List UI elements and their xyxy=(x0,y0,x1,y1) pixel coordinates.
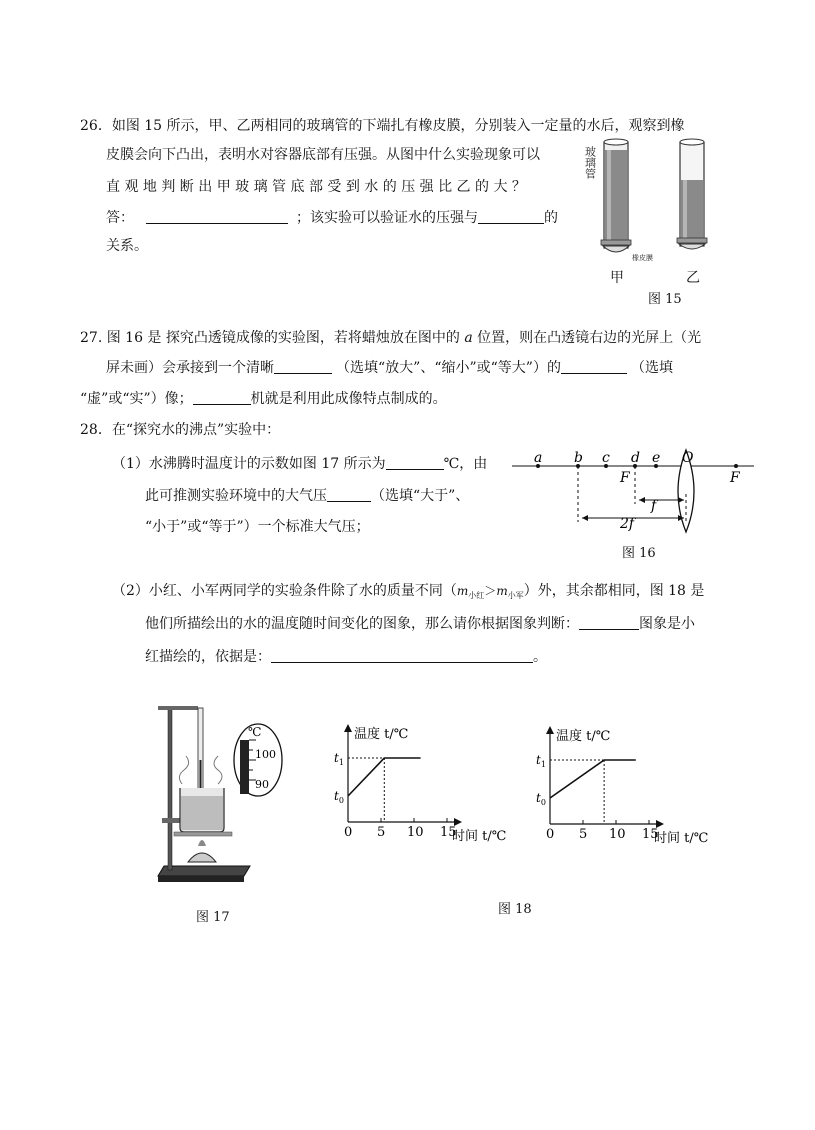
f-label: f xyxy=(651,498,657,514)
q27-text-c: 屏未画）会承接到一个清晰 xyxy=(106,360,274,376)
answer-blank-pressure[interactable] xyxy=(327,487,371,502)
axis-label-O: O xyxy=(682,450,694,466)
q26-line1: 26．如图 15 所示，甲、乙两相同的玻璃管的下端扎有橡皮膜，分别装入一定量的水后，观察到橡 xyxy=(80,118,685,134)
axis-label-e: e xyxy=(652,450,661,466)
q27-text-f: “虚”或“实”）像； xyxy=(80,391,193,407)
scale-90: 90 xyxy=(255,778,269,791)
mass-symbol-2: m xyxy=(496,584,508,598)
q28-text-g: 他们所描绘出的水的温度随时间变化的图象，那么请你根据图象判断： xyxy=(145,616,579,632)
y-axis-arrow xyxy=(344,724,352,732)
q28-text-a: （1）水沸腾时温度计的示数如图 17 所示为 xyxy=(112,456,386,472)
axis-label-b: b xyxy=(574,450,583,466)
q27-line3 xyxy=(80,389,447,409)
q26-text-end: 的 xyxy=(544,210,558,226)
answer-blank-phenomenon[interactable] xyxy=(146,209,288,224)
mass-subscript-1: 小红 xyxy=(468,591,485,600)
tube-label: 玻璃管 xyxy=(583,146,597,179)
axis-label-c: c xyxy=(602,450,610,466)
temperature-series-line xyxy=(550,760,636,798)
x-tick-label: 5 xyxy=(579,827,588,842)
q26-text-mid: ；该实验可以验证水的压强与 xyxy=(296,210,478,226)
q28-text-e: （2）小红、小军两同学的实验条件除了水的质量不同（ xyxy=(112,583,457,599)
tube-jia-label: 甲 xyxy=(610,270,624,286)
greater-than: ＞ xyxy=(484,584,497,598)
mass-symbol-1: m xyxy=(456,584,469,598)
q27-text-e: （选填 xyxy=(630,360,673,376)
x-axis-title: 时间 t/℃ xyxy=(452,829,507,844)
focus-right-label: F xyxy=(730,470,740,486)
figure-16-caption: 图 16 xyxy=(622,546,656,561)
scale-unit: ℃ xyxy=(248,725,262,739)
figure-15-tubes xyxy=(583,136,720,286)
answer-blank-temperature[interactable] xyxy=(386,455,444,470)
q28-p1-line2 xyxy=(145,486,469,506)
q28-text-i: 红描绘的，依据是： xyxy=(145,649,271,665)
figure-17-apparatus xyxy=(152,700,284,890)
answer-prefix: 答： xyxy=(106,210,134,226)
answer-blank-size[interactable] xyxy=(274,359,332,374)
x-tick-label: 5 xyxy=(377,825,386,840)
answer-blank-device[interactable] xyxy=(193,390,251,405)
q28-p1-line3: “小于”或“等于”）一个标准大气压； xyxy=(145,519,370,535)
answer-blank-relation[interactable] xyxy=(478,209,544,224)
focus-left-label: F xyxy=(620,470,630,486)
y-tick-label-t0: $t_0$ xyxy=(334,789,344,805)
x-tick-label: 0 xyxy=(546,827,555,842)
x-tick-label: 10 xyxy=(609,827,626,842)
membrane-label: 橡皮膜 xyxy=(632,254,653,262)
q28-p2-line3 xyxy=(145,647,547,667)
answer-blank-reason[interactable] xyxy=(271,648,533,663)
q28-p2-line2 xyxy=(145,614,695,634)
q28-text-h: 图象是小 xyxy=(639,616,695,632)
figure-18-graph-left xyxy=(318,722,530,848)
axis-label-d: d xyxy=(631,450,640,466)
x-tick-label: 15 xyxy=(642,827,659,842)
alcohol-lamp-icon xyxy=(188,853,216,862)
q27-text-a: 27. 图 16 是 探究凸透镜成像的实验图，若将蜡烛放在图中的 xyxy=(80,330,465,346)
q28-text-c: 此可推测实验环境中的大气压 xyxy=(145,488,327,504)
y-tick-label-t1: $t_1$ xyxy=(536,753,546,769)
q28-text-d: （选填“大于”、 xyxy=(371,488,470,504)
q27-text-b: 位置，则在凸透镜右边的光屏上（光 xyxy=(472,330,702,346)
figure-15-caption: 图 15 xyxy=(648,292,682,307)
q28-p2-line1 xyxy=(112,581,704,606)
x-tick-label: 15 xyxy=(440,825,457,840)
x-tick-label: 0 xyxy=(344,825,353,840)
two-f-label: 2f xyxy=(620,516,635,532)
q26-line4 xyxy=(106,208,558,228)
axis-label-a: a xyxy=(534,450,543,466)
tube-jia-icon xyxy=(601,139,631,252)
figure-17-caption: 图 17 xyxy=(196,910,230,925)
figure-18-graph-right xyxy=(520,724,732,850)
y-axis-arrow xyxy=(546,726,554,734)
q27-line1 xyxy=(80,328,701,348)
mass-subscript-2: 小军 xyxy=(507,591,524,600)
q27-line2 xyxy=(106,358,673,378)
q26-line2: 皮膜会向下凸出，表明水对容器底部有压强。从图中什么实验现象可以 xyxy=(106,147,540,163)
q26-line5: 关系。 xyxy=(106,238,148,254)
focus-right-dot xyxy=(734,464,738,468)
position-a-var: a xyxy=(464,330,473,346)
y-axis-title: 温度 t/℃ xyxy=(556,729,611,744)
q26-line3: 直 观 地 判 断 出 甲 玻 璃 管 底 部 受 到 水 的 压 强 比 乙 的 大 ？ xyxy=(106,179,526,195)
figure-16-lens-diagram xyxy=(508,446,758,534)
answer-blank-real-virtual[interactable] xyxy=(561,359,627,374)
q27-text-d: （选填“放大”、“缩小”或“等大”）的 xyxy=(336,360,561,376)
x-tick-label: 10 xyxy=(407,825,424,840)
tube-yi-icon xyxy=(677,139,707,249)
x-axis-title: 时间 t/℃ xyxy=(654,831,709,846)
y-tick-label-t1: $t_1$ xyxy=(334,751,344,767)
answer-blank-graph[interactable] xyxy=(579,615,639,630)
q28-text-b: ℃，由 xyxy=(443,456,488,472)
y-tick-label-t0: $t_0$ xyxy=(536,791,546,807)
figure-18-caption: 图 18 xyxy=(498,902,532,917)
q28-title: 28．在“探究水的沸点”实验中： xyxy=(80,422,281,438)
y-axis-title: 温度 t/℃ xyxy=(354,727,409,742)
q28-p1-line1 xyxy=(112,454,487,474)
q28-text-j: 。 xyxy=(533,649,547,665)
tube-yi-label: 乙 xyxy=(686,270,700,286)
q28-text-f: ）外，其余都相同，图 18 是 xyxy=(523,583,705,599)
scale-100: 100 xyxy=(255,748,276,761)
q27-text-g: 机就是利用此成像特点制成的。 xyxy=(250,391,447,407)
